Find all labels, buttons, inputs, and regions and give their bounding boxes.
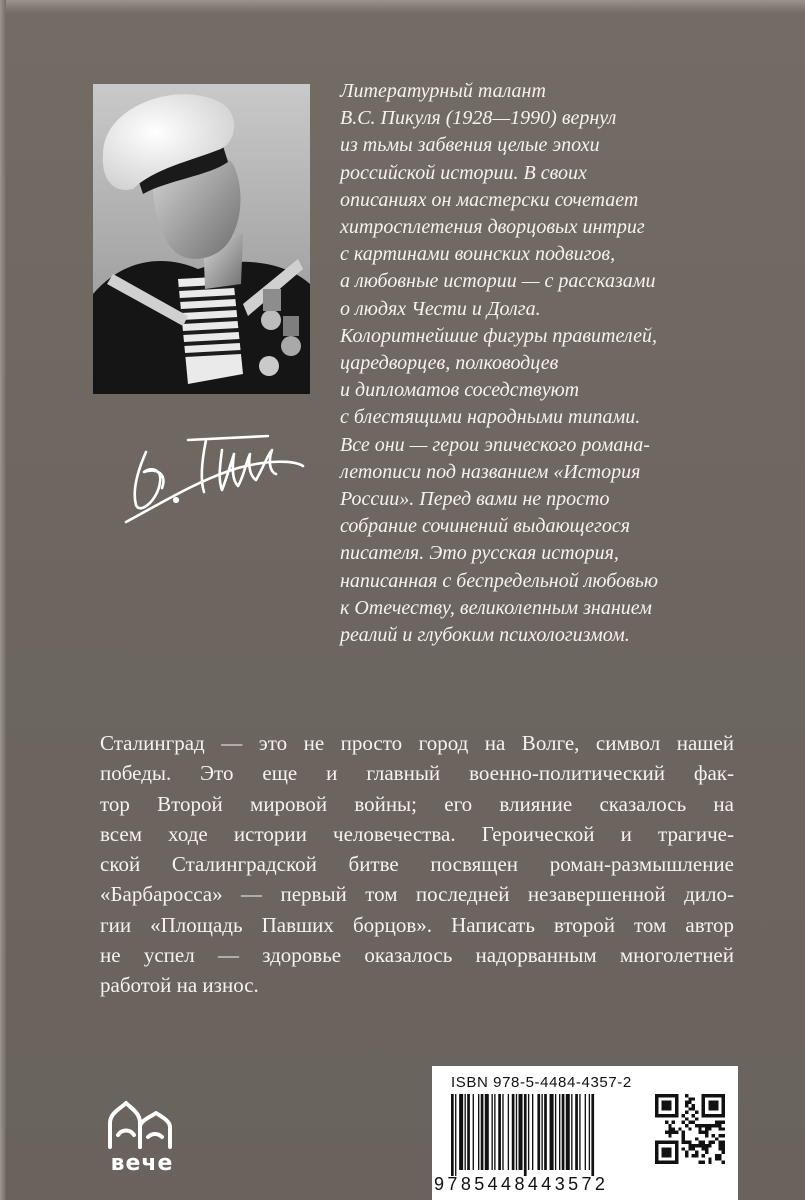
barcode-bar (516, 1094, 517, 1170)
barcode-bar (451, 1094, 454, 1176)
qr-module (702, 1131, 705, 1134)
qr-module (712, 1124, 715, 1127)
qr-module (718, 1121, 721, 1124)
author-signature (118, 410, 308, 535)
qr-module (698, 1144, 701, 1147)
publisher-name: вече (110, 1151, 174, 1176)
blurb-line: Литературный талант (340, 80, 546, 102)
qr-module (708, 1101, 718, 1111)
blurb-line: и дипломатов соседствуют (340, 379, 580, 402)
barcode-digits: 9785448443572 (434, 1174, 609, 1194)
qr-module (688, 1101, 691, 1104)
qr-module (662, 1101, 672, 1111)
qr-module (722, 1121, 725, 1124)
blurb-line: Все они — герои эпического романа- (340, 433, 650, 456)
blurb-line: написанная с беспредельной любовью (340, 569, 658, 592)
qr-module (692, 1107, 695, 1110)
barcode-bar (494, 1094, 495, 1170)
qr-module (722, 1147, 725, 1150)
qr-module (722, 1144, 725, 1147)
qr-module (695, 1111, 698, 1114)
qr-module (705, 1127, 708, 1130)
barcode-bar (478, 1094, 479, 1170)
barcode-bar (571, 1094, 572, 1170)
description-line: всем ходе истории человечества. Героической и трагиче- (100, 821, 734, 846)
barcode-bar (541, 1094, 542, 1170)
qr-module (722, 1134, 725, 1137)
qr-module (668, 1131, 671, 1134)
blurb-line: из тьмы забвения целые эпохи (340, 134, 600, 157)
barcode-bar (585, 1094, 586, 1170)
barcode-bar (589, 1094, 590, 1170)
barcode-bar (524, 1094, 527, 1176)
barcode-bar (566, 1094, 570, 1170)
barcode-bar (485, 1094, 489, 1170)
description-line: тор Второй мировой войны; его влияние сказалось на (100, 791, 734, 816)
author-photo (93, 84, 310, 394)
blurb-line: Колоритнейшие фигуры правителей, (340, 324, 657, 347)
book-description (100, 728, 734, 1001)
barcode-bar (562, 1094, 565, 1170)
qr-module (682, 1131, 685, 1134)
blurb-line: российской истории. В своих (340, 161, 587, 184)
barcode-bar (544, 1094, 547, 1170)
barcode-bar (481, 1094, 484, 1170)
qr-module (682, 1137, 685, 1140)
qr-module (692, 1154, 695, 1157)
description-line: работой на износ. (100, 973, 259, 998)
qr-module (668, 1134, 671, 1137)
barcode-bar (519, 1094, 523, 1170)
blurb-line: писателя. Это русская история, (340, 542, 619, 565)
qr-module (692, 1147, 695, 1150)
qr-module (688, 1107, 691, 1110)
blurb-line: о людях Чести и Долга. (340, 297, 541, 320)
qr-module (672, 1131, 675, 1134)
qr-module (668, 1127, 671, 1130)
qr-module (702, 1124, 705, 1127)
qr-module (708, 1141, 711, 1144)
qr-module (685, 1124, 688, 1127)
qr-module (685, 1151, 688, 1154)
qr-module (698, 1124, 701, 1127)
qr-module (705, 1131, 708, 1134)
qr-module (708, 1161, 711, 1164)
qr-module (702, 1161, 705, 1164)
qr-module (695, 1137, 698, 1140)
blurb-line: царедворцев, полководцев (340, 352, 559, 375)
qr-module (718, 1141, 721, 1144)
qr-module (708, 1124, 711, 1127)
qr-module (705, 1147, 708, 1150)
barcode-bar (532, 1094, 533, 1170)
qr-module (718, 1127, 721, 1130)
cover-top-edge (0, 0, 805, 14)
qr-module (718, 1154, 721, 1157)
qr-module (705, 1151, 708, 1154)
barcode-bar (502, 1094, 503, 1170)
qr-module (688, 1121, 691, 1124)
qr-module (702, 1141, 705, 1144)
author-blurb (340, 78, 780, 649)
qr-module (708, 1157, 711, 1160)
qr-module (708, 1127, 711, 1130)
qr-module (718, 1144, 721, 1147)
qr-module (695, 1151, 698, 1154)
blurb-line: реалий и глубоким психологизмом. (340, 624, 630, 647)
qr-module (685, 1101, 688, 1104)
qr-module (715, 1137, 718, 1140)
qr-module (722, 1151, 725, 1154)
description-line: Сталинград — это не просто город на Волге, символ нашей (100, 731, 734, 755)
barcode-bar (465, 1094, 466, 1170)
blurb-line: летописи под названием «История (340, 460, 641, 483)
qr-module (722, 1141, 725, 1144)
qr-module (705, 1134, 708, 1137)
blurb-line: с картинами воинских подвигов, (340, 243, 616, 266)
qr-module (715, 1121, 718, 1124)
qr-module (698, 1161, 701, 1164)
barcode-bar (559, 1094, 560, 1170)
barcode-bar (537, 1094, 540, 1170)
qr-module (698, 1141, 701, 1144)
qr-module (682, 1147, 685, 1150)
qr-module (695, 1124, 698, 1127)
description-line: победы. Это еще и главный военно-политический фак- (100, 761, 734, 786)
qr-module (685, 1094, 688, 1097)
qr-module (702, 1147, 705, 1150)
qr-module (688, 1097, 691, 1100)
qr-module (682, 1114, 685, 1117)
qr-module (682, 1141, 685, 1144)
qr-module (692, 1104, 695, 1107)
qr-module (692, 1114, 695, 1117)
qr-module (688, 1127, 691, 1130)
barcode-bar (467, 1094, 470, 1170)
barcode-bar (550, 1094, 554, 1170)
qr-module (688, 1147, 691, 1150)
qr-module (722, 1161, 725, 1164)
blurb-line: описаниях он мастерски сочетает (340, 188, 639, 211)
qr-module (698, 1127, 701, 1130)
barcode-bar (512, 1094, 515, 1170)
qr-code-icon (655, 1094, 725, 1164)
isbn-label: ISBN 978-5-4484-4357-2 (451, 1074, 632, 1091)
barcode-bar (498, 1094, 501, 1170)
qr-module (695, 1154, 698, 1157)
qr-module (668, 1124, 671, 1127)
qr-module (682, 1134, 685, 1137)
qr-module (695, 1117, 698, 1120)
qr-module (715, 1157, 718, 1160)
qr-module (688, 1144, 691, 1147)
blurb-line: с блестящими народными типами. (340, 406, 641, 429)
qr-module (718, 1124, 721, 1127)
qr-module (665, 1131, 668, 1134)
qr-module (692, 1121, 695, 1124)
blurb-line: В.С. Пикуля (1928—1990) вернул (340, 107, 617, 130)
qr-module (702, 1144, 705, 1147)
description-line: «Барбаросса» — первый том последней незавершенной дило- (100, 882, 734, 907)
qr-module (682, 1121, 685, 1124)
description-line: не успел — здоровье оказалось надорванным многолетней (100, 943, 734, 968)
blurb-line: к Отечеству, великолепным знанием (340, 596, 652, 619)
qr-module (712, 1134, 715, 1137)
qr-module (685, 1104, 688, 1107)
qr-module (688, 1141, 691, 1144)
qr-module (718, 1157, 721, 1160)
barcode-bar (575, 1094, 578, 1170)
qr-module (708, 1144, 711, 1147)
barcode-bar (508, 1094, 509, 1170)
qr-module (692, 1097, 695, 1100)
qr-module (665, 1121, 668, 1124)
barcode-bar (473, 1094, 474, 1170)
qr-module (672, 1127, 675, 1130)
qr-module (715, 1124, 718, 1127)
qr-module (702, 1154, 705, 1157)
barcode-bar (459, 1094, 463, 1170)
cover-left-edge (0, 0, 6, 1200)
qr-module (672, 1121, 675, 1124)
blurb-line: хитросплетения дворцовых интриг (340, 216, 645, 239)
ean-barcode (449, 1094, 641, 1176)
barcode-bar (455, 1094, 456, 1176)
barcode-bar (528, 1094, 529, 1170)
qr-module (695, 1144, 698, 1147)
barcode-bar (591, 1094, 594, 1176)
qr-module (675, 1131, 678, 1134)
qr-module (692, 1144, 695, 1147)
barcode-bar (555, 1094, 556, 1170)
description-line: ской Сталинградской битве посвящен роман-размышление (100, 852, 734, 877)
qr-module (715, 1154, 718, 1157)
blurb-line: а любовные истории — с рассказами (340, 270, 656, 293)
qr-module (685, 1154, 688, 1157)
qr-module (722, 1127, 725, 1130)
qr-module (718, 1147, 721, 1150)
qr-module (705, 1144, 708, 1147)
qr-module (712, 1141, 715, 1144)
qr-module (685, 1111, 688, 1114)
qr-module (685, 1117, 688, 1120)
qr-module (698, 1131, 701, 1134)
qr-module (685, 1141, 688, 1144)
barcode-bar (492, 1094, 493, 1170)
barcode-bar (579, 1094, 580, 1170)
qr-module (718, 1134, 721, 1137)
qr-module (705, 1124, 708, 1127)
qr-module (678, 1127, 681, 1130)
qr-module (662, 1147, 672, 1157)
description-line: гии «Площадь Павших борцов». Написать второй том автор (100, 912, 734, 937)
blurb-line: собрание сочинений выдающегося (340, 515, 630, 538)
blurb-line: России». Перед вами не просто (340, 488, 610, 511)
